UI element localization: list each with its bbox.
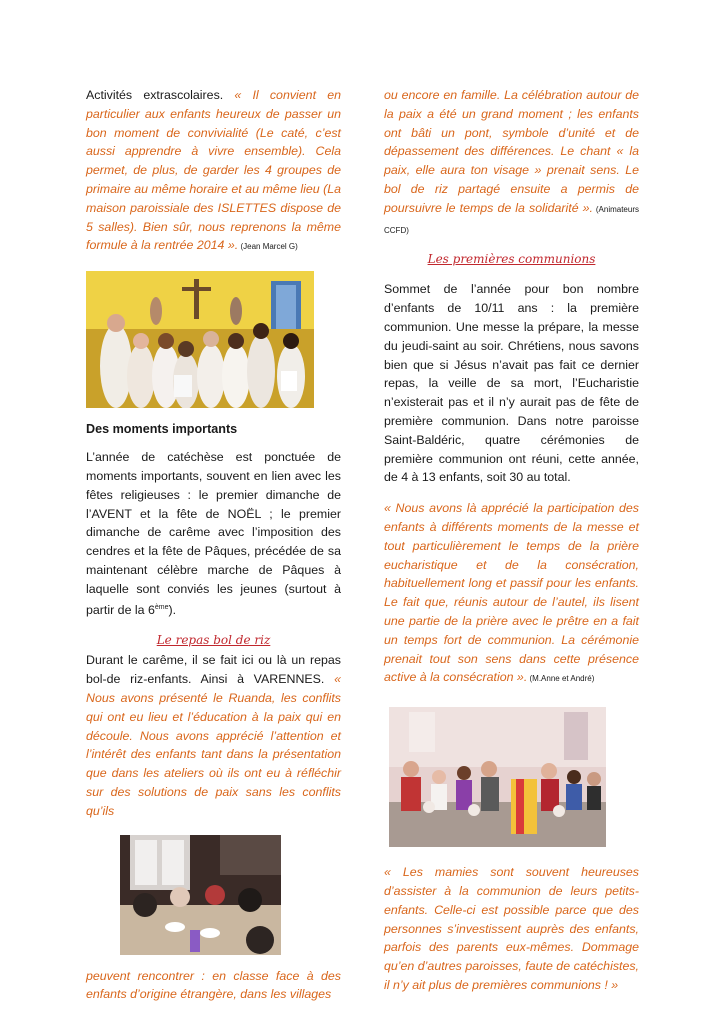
- signature: (M.Anne et André): [527, 674, 595, 684]
- left-column: [86, 86, 341, 1004]
- subheading-bol-de-riz: Le repas bol de riz: [156, 633, 271, 648]
- paragraph-mamies: « Les mamies sont souvent heureuses d’assister à la communion de leurs petits-enfants. Celle-ci est possible parce que des personnes s’investissent auprès des enfants, parfois des parents eux-mêmes. Dommage qu’en d’autres paroisses, faute de catéchistes, il n’y ait plus de premières communions ! »: [384, 865, 639, 992]
- paragraph-communions: Sommet de l’année pour bon nombre d’enfants de 10/11 ans : la première communion. Une messe la prépare, la messe du jeudi-saint au soir. Chrétiens, nous savons bien que si Jésus n’avait pas fait ce dernier repas, la veille de sa mort, l’Eucharistie n’existerait pas et il n’y aurait pas de fête de première communion. Dans notre paroisse Saint-Baldéric, quatre cérémonies de première communion ont réuni, cette année, de 4 à 13 enfants, soit 30 au total.: [384, 282, 639, 485]
- signature: (Animateurs CCFD): [384, 204, 639, 235]
- section-heading: Des moments importants: [86, 422, 238, 437]
- quote-text: « Nous avons présenté le Ruanda, les conflits qui ont eu lieu et l’éducation à la paix qui en découle. Nous avons apprécié l’attention et l’intérêt des enfants tant dans la présentation que dans les ateliers où ils ont eu à réfléchir sur des solutions de paix sans les conflits qu’ils: [86, 672, 341, 818]
- moments-end: ).: [168, 602, 177, 617]
- paragraph-participation: [384, 499, 639, 689]
- paragraph-activites: [86, 86, 341, 257]
- photo-communion-group: [389, 707, 606, 847]
- right-column: [384, 86, 639, 995]
- paragraph-bol-de-riz: [86, 651, 341, 820]
- quote-text: ou encore en famille. La célébration autour de la paix a été un grand moment ; les enfants ont bâti un pont, symbole d’unité et de dépassement des différences. Le chant « la paix, elle aura ton visage » prenait sens. Le bol de riz partagé ensuite a permis de poursuivre le temps de la solidarité ».: [384, 88, 639, 215]
- paragraph-celebration: [384, 86, 639, 240]
- quote-text: « Nous avons là apprécié la participation des enfants à différents moments de la messe et tout particulièrement le temps de la prière eucharistique et de la consécration, habituellement long et passif pour les enfants. Le fait que, réunis autour de l’autel, ils lisent une partie de la prière avec le prêtre en a fait un temps fort de communion. La cérémonie prenait tout son sens dans cette présence active à la consécration ».: [384, 501, 639, 685]
- subheading-premieres-communions: Les premières communions: [427, 252, 596, 267]
- lead-text: Activités extrascolaires.: [86, 88, 235, 102]
- photo-bol-de-riz: [120, 835, 281, 955]
- superscript: ème: [154, 603, 169, 611]
- photo-children-church: [86, 271, 314, 408]
- lead-text: Durant le carême, il se fait ici ou là un repas bol-de riz-enfants. Ainsi à VARENNES.: [86, 653, 341, 687]
- moments-text: L’année de catéchèse est ponctuée de moments importants, souvent en lien avec les fêtes religieuses : le premier dimanche de l’AVENT et la fête de NOËL ; le premier dimanche de carême avec l’imposition des cendres et la fête de Pâques, précédée de sa maintenant célèbre marche de Pâques à laquelle sont conviés les jeunes (surtout à partir de la 6: [86, 450, 341, 617]
- signature: (Jean Marcel G): [238, 242, 298, 252]
- quote-text: « Il convient en particulier aux enfants heureux de passer un bon moment de convivialité (Le caté, c’est aussi apprendre à vivre ensemble). Cela permet, de plus, de garder les 4 groupes de primaire au même horaire et au même lieu (La maison paroissiale des ISLETTES dispose de 5 salles). Bien sûr, nous reprenons la même formule à la rentrée 2014 ».: [86, 88, 341, 253]
- paragraph-continuation: peuvent rencontrer : en classe face à des enfants d’origine étrangère, dans les villages: [86, 968, 341, 1002]
- paragraph-moments: [86, 448, 341, 619]
